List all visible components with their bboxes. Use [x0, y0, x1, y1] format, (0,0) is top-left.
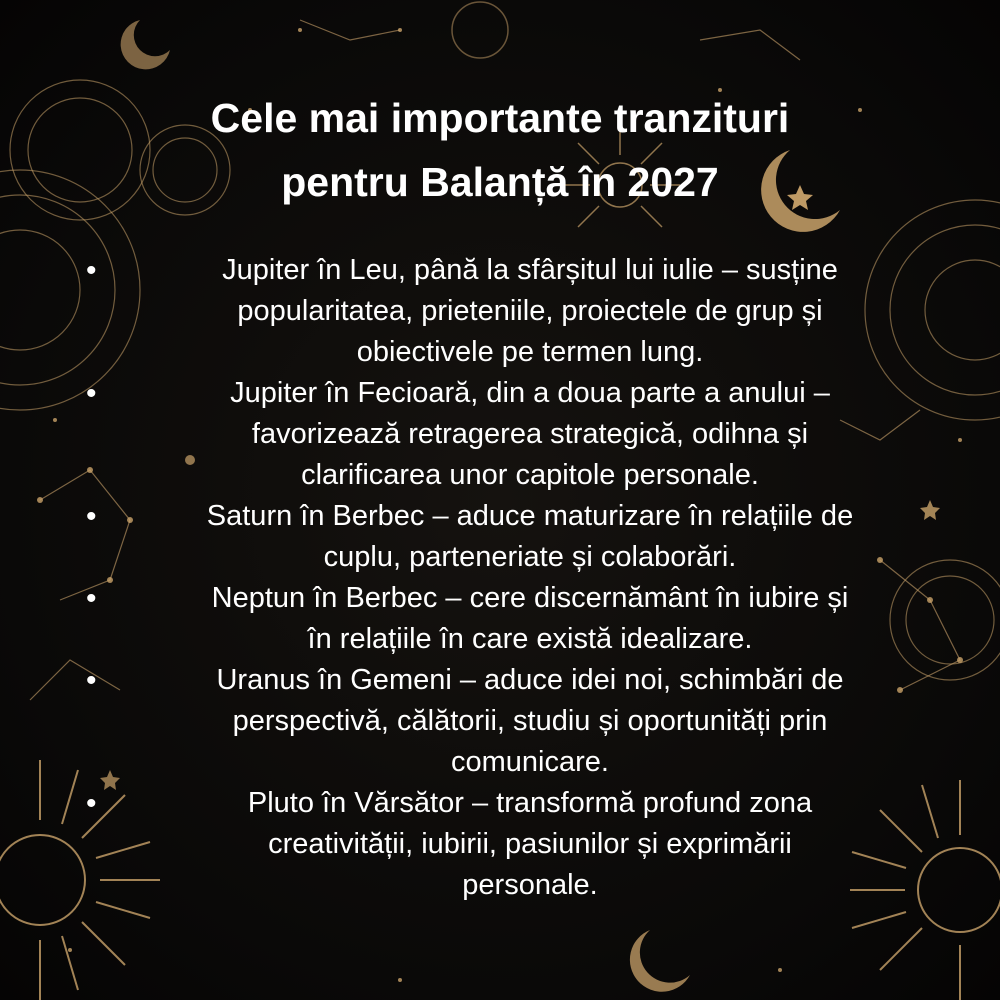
bullet-icon: • — [86, 254, 97, 287]
transit-list — [80, 250, 940, 906]
moon-icon — [121, 20, 170, 69]
sun-icon — [452, 2, 508, 58]
list-item-line: comunicare. — [451, 746, 609, 778]
list-item — [80, 250, 940, 373]
list-item-line: cuplu, parteneriate și colaborări. — [323, 541, 737, 573]
list-item-line: perspectivă, călătorii, studiu și oportunități prin — [232, 705, 828, 737]
list-item-line: în relațiile în care există idealizare. — [307, 623, 753, 655]
bullet-icon: • — [86, 664, 97, 697]
page-title — [0, 86, 1000, 214]
list-item-line: Jupiter în Fecioară, din a doua parte a anului – — [230, 377, 830, 409]
bullet-icon: • — [86, 582, 97, 615]
list-item — [80, 783, 940, 906]
moon-icon — [630, 930, 690, 992]
title-line-1: Cele mai importante tranzituri — [210, 95, 790, 141]
bullet-icon: • — [86, 377, 97, 410]
list-item — [80, 578, 940, 660]
list-item-line: Uranus în Gemeni – aduce idei noi, schimbări de — [216, 664, 844, 696]
title-line-2: pentru Balanță în 2027 — [281, 159, 719, 205]
bullet-icon: • — [86, 500, 97, 533]
list-item-line: Pluto în Vărsător – transformă profund zona — [247, 787, 813, 819]
list-item — [80, 496, 940, 578]
list-item-line: clarificarea unor capitole personale. — [301, 459, 759, 491]
list-item-line: Neptun în Berbec – cere discernământ în iubire și — [211, 582, 849, 614]
list-item-line: personale. — [462, 869, 598, 901]
list-item-line: Saturn în Berbec – aduce maturizare în relațiile de — [206, 500, 854, 532]
list-item-line: creativității, iubirii, pasiunilor și exprimării — [268, 828, 792, 860]
list-item-line: popularitatea, prieteniile, proiectele de grup și — [237, 295, 823, 327]
list-item — [80, 373, 940, 496]
bullet-icon: • — [86, 787, 97, 820]
list-item-line: favorizează retragerea strategică, odihna și — [251, 418, 809, 450]
list-item-line: Jupiter în Leu, până la sfârșitul lui iulie – susține — [222, 254, 838, 286]
list-item — [80, 660, 940, 783]
list-item-line: obiectivele pe termen lung. — [356, 336, 704, 368]
